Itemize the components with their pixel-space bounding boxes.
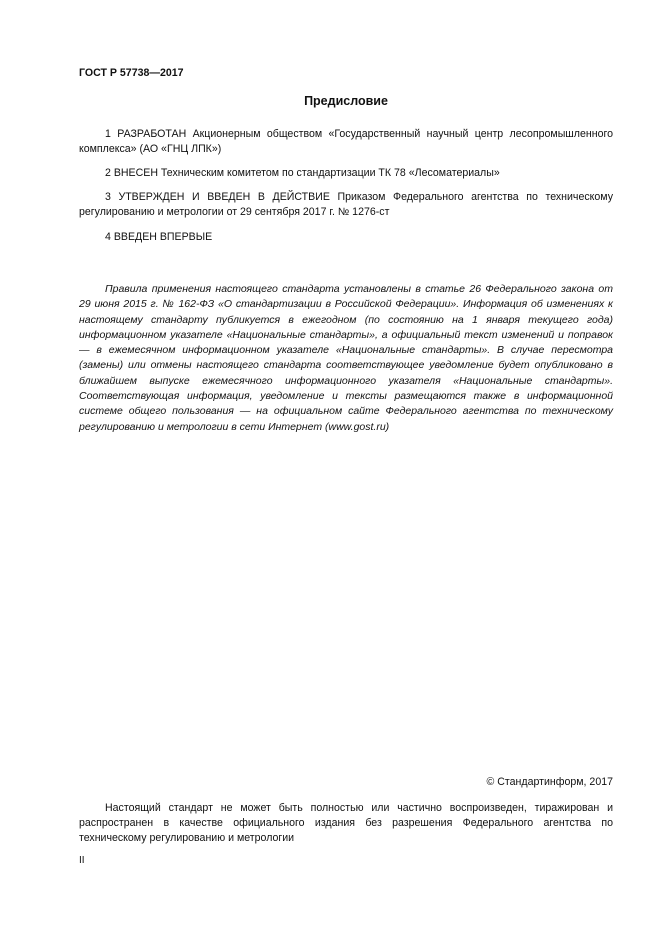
foreword-item-2: 2 ВНЕСЕН Техническим комитетом по стандартизации ТК 78 «Лесоматериалы» [105, 167, 500, 179]
foreword-item-1: 1 РАЗРАБОТАН Акционерным обществом «Государственный научный центр лесопромышленного комплекса» (АО «ГНЦ ЛПК») [79, 128, 613, 156]
standard-application-note: Правила применения настоящего стандарта установлены в статье 26 Федерального закона от 29 июня 2015 г. № 162-ФЗ «О стандартизации в Российской Федерации». Информация об изменениях к настоящему стандарту публикуется в ежегодном (по состоянию на 1 января текущего года) информационном указателе «Национальные стандарты», а официальный текст изменений и поправок — в ежемесячном информационном указателе «Национальные стандарты». В случае пересмотра (замены) или отмены настоящего стандарта соответствующее уведомление будет опубликовано в ближайшем выпуске ежемесячного информационного указателя «Национальные стандарты». Соответствующая информация, уведомление и тексты размещаются также в информационной системе общего пользования — на официальном сайте Федерального агентства по техническому регулированию и метрологии в сети Интернет (www.gost.ru) [79, 283, 613, 433]
reproduction-notice: Настоящий стандарт не может быть полностью или частично воспроизведен, тиражирован и распространен в качестве официального издания без разрешения Федерального агентства по техническому регулированию и метрологии [79, 802, 613, 845]
copyright-notice: © Стандартинформ, 2017 [486, 776, 613, 788]
page-number: II [79, 855, 85, 866]
document-code: ГОСТ Р 57738—2017 [79, 67, 184, 79]
foreword-item-3: 3 УТВЕРЖДЕН И ВВЕДЕН В ДЕЙСТВИЕ Приказом Федерального агентства по техническому регулированию и метрологии от 29 сентября 2017 г. № 1276-ст [79, 191, 613, 219]
foreword-item-4: 4 ВВЕДЕН ВПЕРВЫЕ [105, 231, 213, 243]
section-title: Предисловие [304, 94, 388, 108]
